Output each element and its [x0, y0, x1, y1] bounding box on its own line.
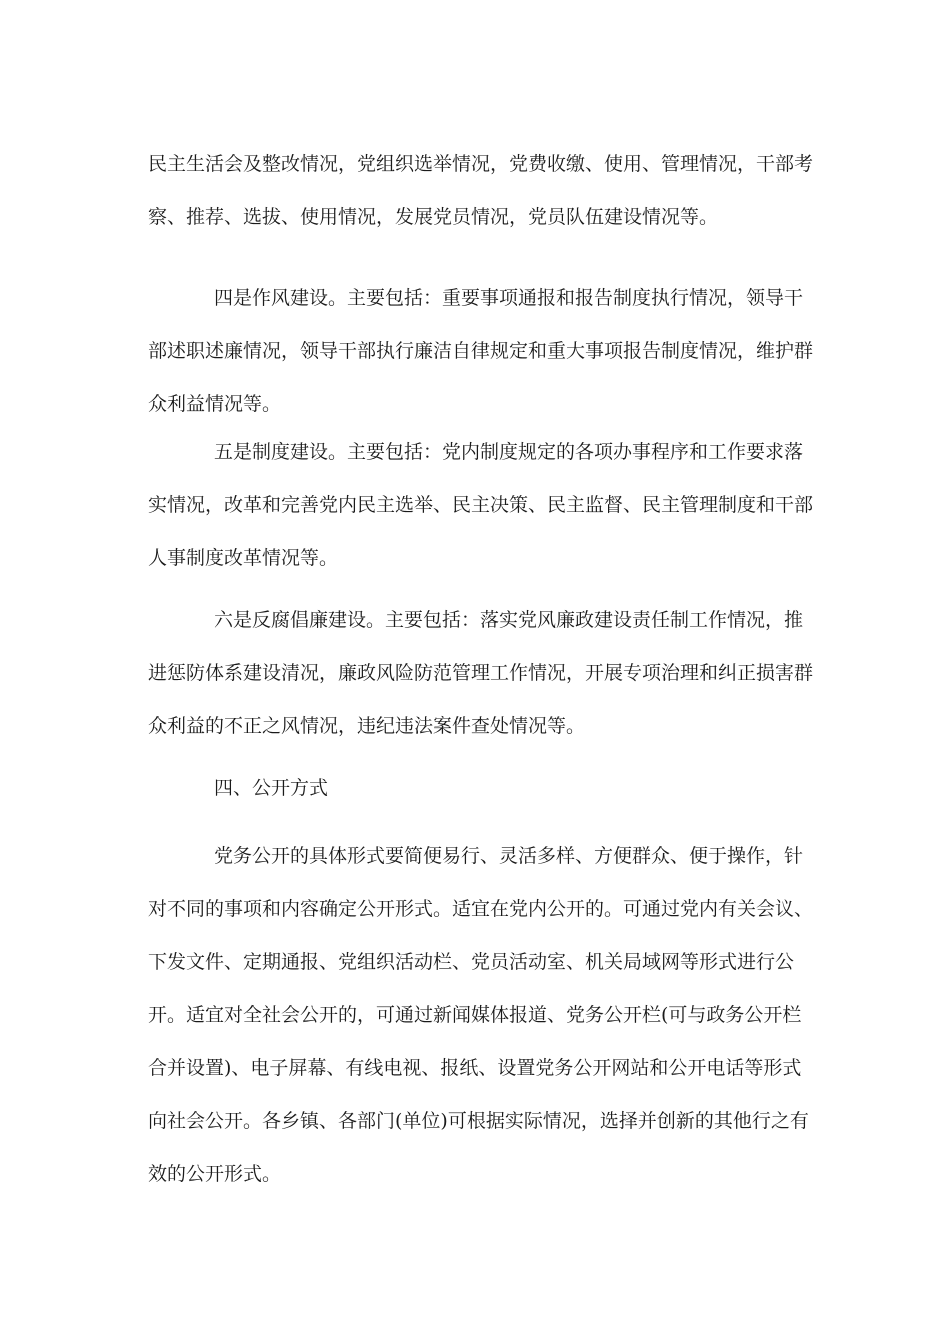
- text-line: 下发文件、定期通报、党组织活动栏、党员活动室、机关局域网等形式进行公: [148, 951, 795, 973]
- paragraph-system-building: [148, 426, 814, 585]
- paragraph-continuation: [148, 138, 814, 244]
- section-heading: [148, 762, 798, 815]
- heading-text: 四、公开方式: [214, 777, 329, 799]
- paragraph-anti-corruption: [148, 594, 814, 753]
- text-line: 众利益的不正之风情况，违纪违法案件查处情况等。: [148, 715, 586, 737]
- text-line: 进惩防体系建设清况，廉政风险防范管理工作情况，开展专项治理和纠正损害群: [148, 662, 814, 684]
- text-line: 人事制度改革情况等。: [148, 547, 339, 569]
- text-line: 众利益情况等。: [148, 393, 282, 415]
- text-line: 五是制度建设。主要包括：党内制度规定的各项办事程序和工作要求落: [214, 441, 804, 463]
- text-line: 四是作风建设。主要包括：重要事项通报和报告制度执行情况，领导干: [214, 287, 804, 309]
- text-line: 民主生活会及整改情况，党组织选举情况，党费收缴、使用、管理情况，干部考: [148, 153, 814, 175]
- text-line: 效的公开形式。: [148, 1163, 282, 1185]
- paragraph-disclosure-methods: [148, 830, 814, 1201]
- text-line: 向社会公开。各乡镇、各部门(单位)可根据实际情况，选择并创新的其他行之有: [148, 1110, 809, 1132]
- text-line: 察、推荐、选拔、使用情况，发展党员情况，党员队伍建设情况等。: [148, 206, 719, 228]
- text-line: 六是反腐倡廉建设。主要包括：落实党风廉政建设责任制工作情况，推: [214, 609, 804, 631]
- text-line: 部述职述廉情况，领导干部执行廉洁自律规定和重大事项报告制度情况，维护群: [148, 340, 814, 362]
- text-line: 开。适宜对全社会公开的，可通过新闻媒体报道、党务公开栏(可与政务公开栏: [148, 1004, 802, 1026]
- text-line: 实情况，改革和完善党内民主选举、民主决策、民主监督、民主管理制度和干部: [148, 494, 814, 516]
- text-line: 合并设置)、电子屏幕、有线电视、报纸、设置党务公开网站和公开电话等形式: [148, 1057, 802, 1079]
- text-line: 对不同的事项和内容确定公开形式。适宜在党内公开的。可通过党内有关会议、: [148, 898, 814, 920]
- paragraph-work-style: [148, 272, 814, 431]
- text-line: 党务公开的具体形式要简便易行、灵活多样、方便群众、便于操作，针: [214, 845, 804, 867]
